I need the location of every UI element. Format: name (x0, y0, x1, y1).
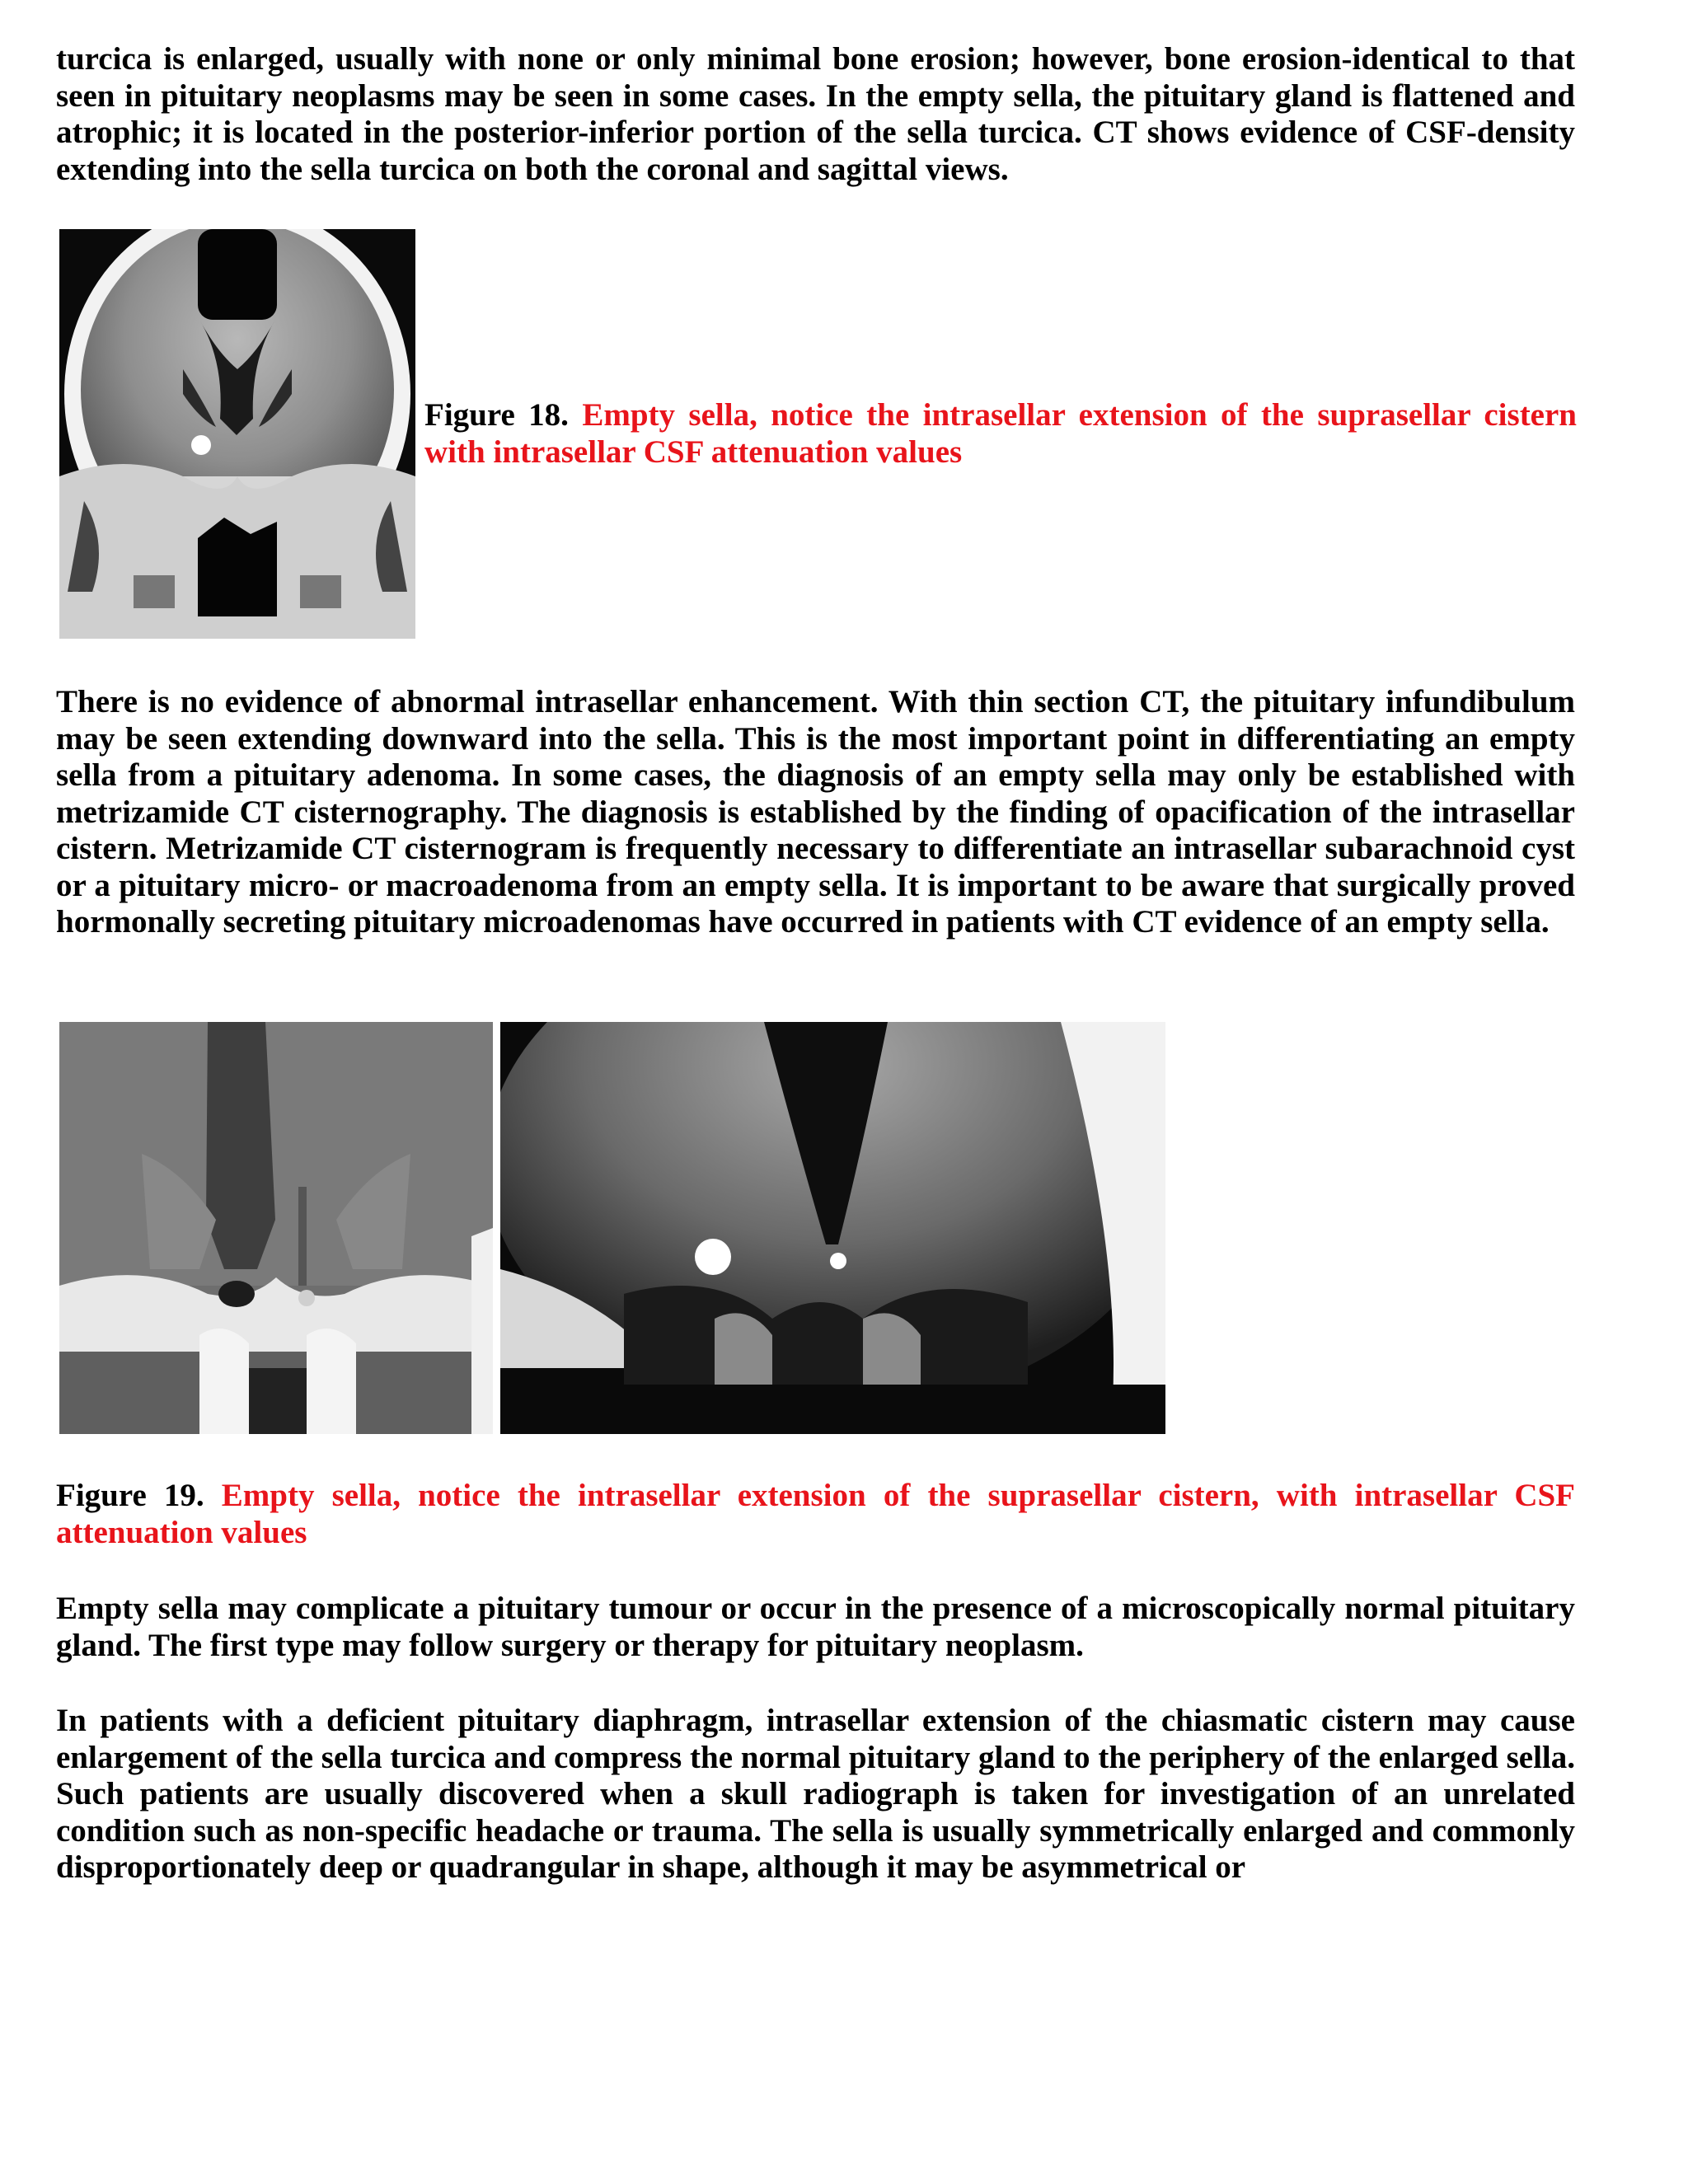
ct-axial-left-drawing (59, 1022, 493, 1434)
figure-19-caption (56, 1478, 1575, 1551)
paragraph-1: turcica is enlarged, usually with none or only minimal bone erosion; however, bone erosion-identical to that seen in pituitary neoplasms may be seen in some cases. In the empty sella, the pituitary gland is flattened and atrophic; it is located in the posterior-inferior portion of the sella turcica. CT shows evidence of CSF-density extending into the sella turcica on both the coronal and sagittal views. (56, 41, 1575, 187)
figure-19-ct-image-right (500, 1022, 1165, 1434)
paragraph-2: There is no evidence of abnormal intrasellar enhancement. With thin section CT, the pituitary infundibulum may be seen extending downward into the sella. This is the most important point in differentiating an empty sella from a pituitary adenoma. In some cases, the diagnosis of an empty sella may only be established with metrizamide CT cisternography. The diagnosis is established by the finding of opacification of the intrasellar cistern. Metrizamide CT cisternogram is frequently necessary to differentiate an intrasellar subarachnoid cyst or a pituitary micro- or macroadenoma from an empty sella. It is important to be aware that surgically proved hormonally secreting pituitary microadenomas have occurred in patients with CT evidence of an empty sella. (56, 684, 1575, 940)
paragraph-4: In patients with a deficient pituitary diaphragm, intrasellar extension of the chiasmatic cistern may cause enlargement of the sella turcica and compress the normal pituitary gland to the periphery of the enlarged sella. Such patients are usually discovered when a skull radiograph is taken for investigation of an unrelated condition such as non-specific headache or trauma. The sella is usually symmetrically enlarged and commonly disproportionately deep or quadrangular in shape, although it may be asymmetrical or (56, 1703, 1575, 1885)
figure-18-caption-text: Empty sella, notice the intrasellar extension of the suprasellar cistern with intrasellar CSF attenuation values (424, 397, 1577, 470)
figure-19-label: Figure 19. (56, 1478, 204, 1513)
paragraph-3: Empty sella may complicate a pituitary tumour or occur in the presence of a microscopically normal pituitary gland. The first type may follow surgery or therapy for pituitary neoplasm. (56, 1591, 1575, 1663)
ct-coronal-drawing (59, 229, 415, 639)
figure-18-caption (424, 397, 1577, 471)
ct-axial-right-drawing (500, 1022, 1165, 1434)
figure-18-ct-image (59, 229, 415, 639)
figure-18-label: Figure 18. (424, 397, 569, 433)
figure-19-ct-image-left (59, 1022, 493, 1434)
figure-19-caption-text: Empty sella, notice the intrasellar extension of the suprasellar cistern, with intrasellar CSF attenuation values (56, 1478, 1576, 1550)
